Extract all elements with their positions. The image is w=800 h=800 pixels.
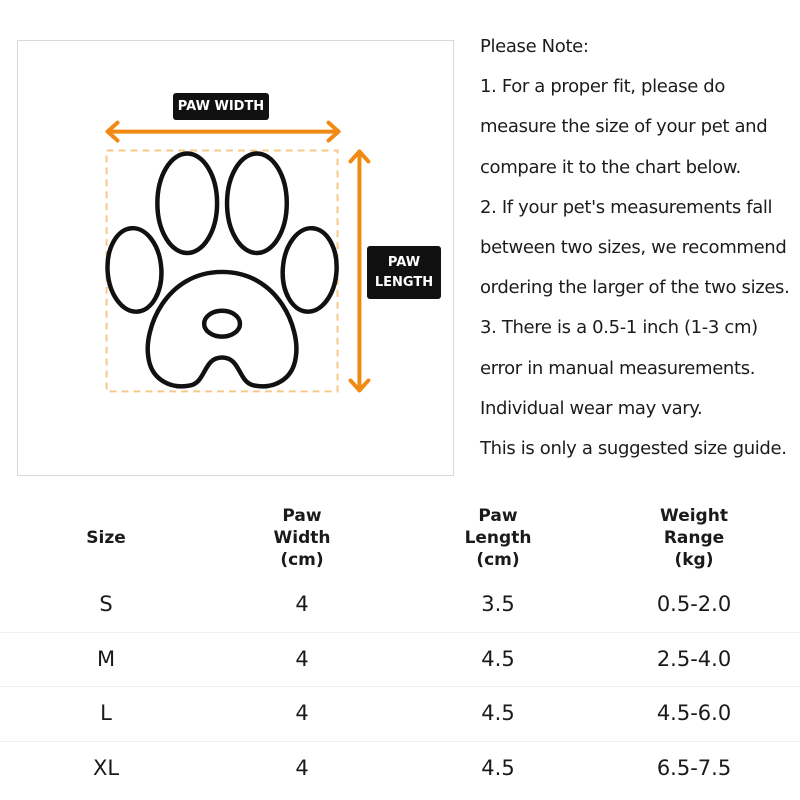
cell-size: S xyxy=(99,592,113,616)
please-note-section xyxy=(480,27,798,469)
note-line: error in manual measurements. xyxy=(480,357,756,379)
note-line: 2. If your pet's measurements fall xyxy=(480,196,773,218)
table-row xyxy=(0,632,800,687)
note-line: This is only a suggested size guide. xyxy=(480,437,787,459)
paw-width-label: PAW WIDTH xyxy=(173,93,269,120)
cell-size: L xyxy=(100,701,112,725)
cell-weight-range: 6.5-7.5 xyxy=(656,755,732,780)
note-line: between two sizes, we recommend xyxy=(480,236,787,258)
cell-paw-length: 4.5 xyxy=(481,646,515,671)
cell-size: M xyxy=(96,646,116,671)
note-line: Individual wear may vary. xyxy=(480,397,703,419)
note-line: 1. For a proper fit, please do xyxy=(480,76,726,98)
cell-paw-width: 4 xyxy=(295,701,309,725)
table-header-row xyxy=(0,498,800,578)
table-row xyxy=(0,741,800,796)
cell-paw-width: 4 xyxy=(295,592,309,616)
note-title: Please Note: xyxy=(480,36,589,57)
table-row xyxy=(0,686,800,741)
size-chart-table xyxy=(0,498,800,795)
paw-print-icon xyxy=(105,153,340,386)
cell-weight-range: 0.5-2.0 xyxy=(656,592,732,616)
paw-width-arrow xyxy=(108,123,339,141)
header-size: Size xyxy=(86,528,126,548)
cell-weight-range: 4.5-6.0 xyxy=(656,701,732,725)
note-line: measure the size of your pet and xyxy=(480,116,768,138)
paw-length-arrow xyxy=(350,151,368,390)
paw-measurement-diagram xyxy=(17,40,454,476)
table-body xyxy=(0,578,800,795)
header-weight-range: Weight Range (kg) xyxy=(660,506,728,570)
cell-paw-length: 4.5 xyxy=(481,755,515,780)
cell-paw-length: 4.5 xyxy=(481,701,515,725)
cell-paw-length: 3.5 xyxy=(481,592,515,616)
paw-length-label: PAW LENGTH xyxy=(367,246,441,299)
cell-size: XL xyxy=(92,755,120,780)
cell-paw-width: 4 xyxy=(295,755,309,780)
header-paw-length: Paw Length (cm) xyxy=(464,506,532,570)
cell-paw-width: 4 xyxy=(295,646,309,671)
note-line: compare it to the chart below. xyxy=(480,156,741,178)
note-line: ordering the larger of the two sizes. xyxy=(480,277,790,299)
note-line: 3. There is a 0.5-1 inch (1-3 cm) xyxy=(480,317,758,339)
table-row xyxy=(0,578,800,632)
cell-weight-range: 2.5-4.0 xyxy=(656,646,732,671)
header-paw-width: Paw Width (cm) xyxy=(273,506,331,570)
